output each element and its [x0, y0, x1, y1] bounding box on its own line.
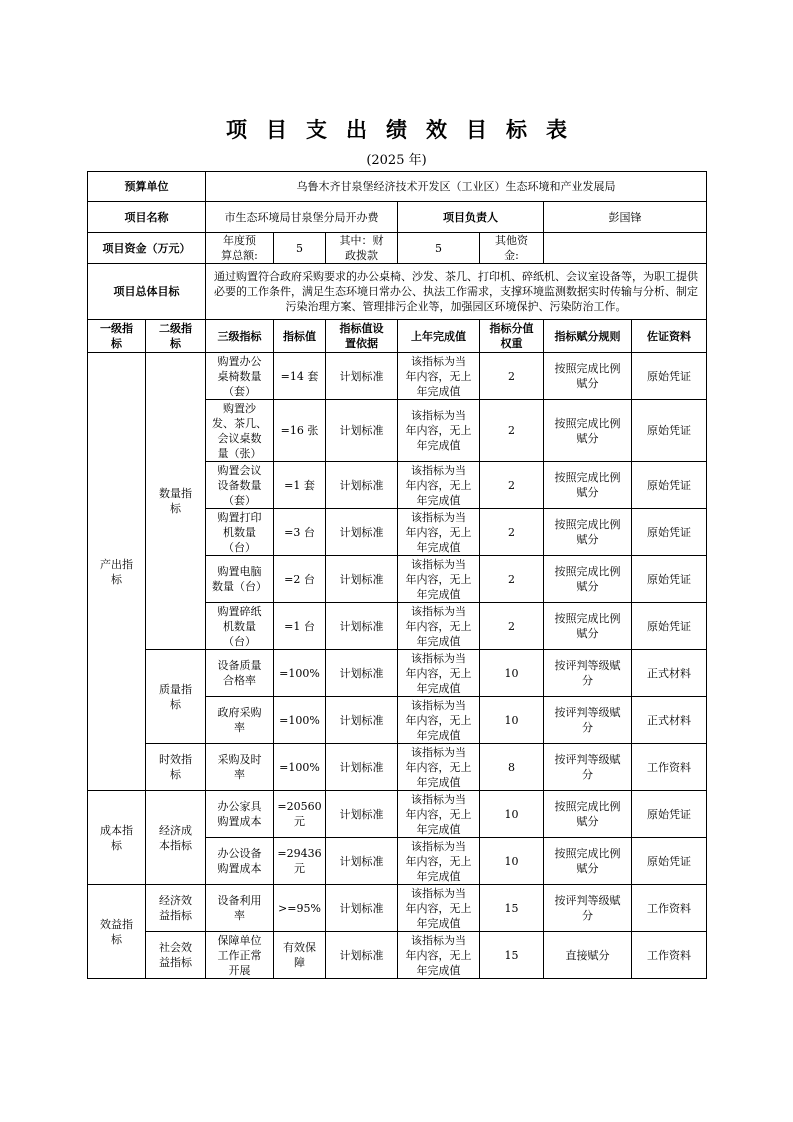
indicator-basis: 计划标准 — [326, 509, 398, 556]
annual-budget-label: 年度预 算总额: — [206, 233, 274, 264]
indicator-last-year: 该指标为当 年内容，无上 年完成值 — [398, 353, 480, 400]
indicator-name: 采购及时 率 — [206, 744, 274, 791]
funding-row — [88, 233, 707, 264]
other-funds-value — [544, 233, 707, 264]
indicator-value: =1 套 — [274, 462, 326, 509]
indicator-basis: 计划标准 — [326, 556, 398, 603]
indicator-value: >=95% — [274, 885, 326, 932]
indicator-rule: 按评判等级赋 分 — [544, 744, 632, 791]
indicator-name: 办公家具 购置成本 — [206, 791, 274, 838]
indicator-last-year: 该指标为当 年内容，无上 年完成值 — [398, 744, 480, 791]
indicator-basis: 计划标准 — [326, 650, 398, 697]
indicator-evidence: 原始凭证 — [632, 462, 707, 509]
indicator-name: 设备质量 合格率 — [206, 650, 274, 697]
indicator-value: =14 套 — [274, 353, 326, 400]
indicator-value: =1 台 — [274, 603, 326, 650]
annual-budget-value: 5 — [274, 233, 326, 264]
year-subtitle: (2025 年) — [366, 153, 427, 168]
indicator-value: =100% — [274, 744, 326, 791]
indicator-last-year: 该指标为当 年内容，无上 年完成值 — [398, 697, 480, 744]
indicator-basis: 计划标准 — [326, 932, 398, 979]
indicator-basis: 计划标准 — [326, 400, 398, 462]
table-row — [88, 744, 707, 791]
indicator-weight: 10 — [480, 838, 544, 885]
indicator-basis: 计划标准 — [326, 697, 398, 744]
indicator-rule: 按评判等级赋 分 — [544, 885, 632, 932]
group-social-benefit: 社会效 益指标 — [146, 932, 206, 979]
indicator-basis: 计划标准 — [326, 744, 398, 791]
indicator-basis: 计划标准 — [326, 353, 398, 400]
group-economic-cost: 经济成 本指标 — [146, 791, 206, 885]
group-economic-benefit: 经济效 益指标 — [146, 885, 206, 932]
project-name-row — [88, 202, 707, 233]
indicator-evidence: 原始凭证 — [632, 556, 707, 603]
budget-unit-value: 乌鲁木齐甘泉堡经济技术开发区（工业区）生态环境和产业发展局 — [206, 172, 707, 202]
indicator-basis: 计划标准 — [326, 885, 398, 932]
indicator-last-year: 该指标为当 年内容，无上 年完成值 — [398, 603, 480, 650]
budget-unit-label: 预算单位 — [88, 172, 206, 202]
group-quality: 质量指 标 — [146, 650, 206, 744]
fiscal-allocation-label: 其中：财 政拨款 — [326, 233, 398, 264]
indicator-basis: 计划标准 — [326, 791, 398, 838]
indicator-weight: 10 — [480, 697, 544, 744]
indicator-evidence: 原始凭证 — [632, 509, 707, 556]
indicator-value: 有效保 障 — [274, 932, 326, 979]
indicator-rule: 直接赋分 — [544, 932, 632, 979]
overall-goal-label: 项目总体目标 — [88, 264, 206, 320]
indicator-value: =20560 元 — [274, 791, 326, 838]
indicator-basis: 计划标准 — [326, 462, 398, 509]
indicator-value: =100% — [274, 697, 326, 744]
indicator-evidence: 原始凭证 — [632, 791, 707, 838]
indicator-weight: 2 — [480, 603, 544, 650]
overall-goal-text: 通过购置符合政府采购要求的办公桌椅、沙发、茶几、打印机、碎纸机、会议室设备等，为职工提供必要的工作条件，满足生态环境日常办公、执法工作需求，支撑环境监测数据实时传输与分析、制定污染治理方案、管理排污企业等，加强园区环境保护、污染防治工作。 — [206, 264, 707, 320]
indicator-weight: 10 — [480, 791, 544, 838]
header-rule: 指标赋分规则 — [544, 320, 632, 353]
header-basis: 指标值设 置依据 — [326, 320, 398, 353]
budget-unit-row — [88, 172, 707, 202]
table-row — [88, 932, 707, 979]
indicator-name: 购置电脑 数量（台） — [206, 556, 274, 603]
indicator-weight: 2 — [480, 400, 544, 462]
project-leader-label: 项目负责人 — [398, 202, 544, 233]
indicator-weight: 2 — [480, 509, 544, 556]
header-weight: 指标分值 权重 — [480, 320, 544, 353]
indicator-evidence: 工作资料 — [632, 744, 707, 791]
header-evidence: 佐证资料 — [632, 320, 707, 353]
indicator-last-year: 该指标为当 年内容，无上 年完成值 — [398, 791, 480, 838]
indicator-name: 购置打印 机数量 （台） — [206, 509, 274, 556]
indicator-last-year: 该指标为当 年内容，无上 年完成值 — [398, 400, 480, 462]
indicator-name: 设备利用 率 — [206, 885, 274, 932]
indicator-last-year: 该指标为当 年内容，无上 年完成值 — [398, 462, 480, 509]
table-row — [88, 791, 707, 838]
page-title: 项目支出绩效目标表 — [226, 117, 586, 142]
indicator-name: 购置会议 设备数量 （套） — [206, 462, 274, 509]
indicator-last-year: 该指标为当 年内容，无上 年完成值 — [398, 509, 480, 556]
indicator-value: =100% — [274, 650, 326, 697]
project-leader-value: 彭国锋 — [544, 202, 707, 233]
indicator-rule: 按照完成比例 赋分 — [544, 462, 632, 509]
indicator-weight: 2 — [480, 353, 544, 400]
indicator-rule: 按评判等级赋 分 — [544, 697, 632, 744]
indicator-value: =2 台 — [274, 556, 326, 603]
indicator-basis: 计划标准 — [326, 603, 398, 650]
overall-goal-row — [88, 264, 707, 320]
indicator-rule: 按照完成比例 赋分 — [544, 400, 632, 462]
indicator-name: 购置沙 发、茶几、 会议桌数 量（张） — [206, 400, 274, 462]
indicator-rule: 按照完成比例 赋分 — [544, 791, 632, 838]
group-output: 产出指 标 — [88, 353, 146, 791]
indicator-weight: 10 — [480, 650, 544, 697]
indicator-name: 购置办公 桌椅数量 （套） — [206, 353, 274, 400]
indicator-header-row — [88, 320, 707, 353]
table-row — [88, 650, 707, 697]
indicator-last-year: 该指标为当 年内容，无上 年完成值 — [398, 885, 480, 932]
indicator-name: 办公设备 购置成本 — [206, 838, 274, 885]
funding-label: 项目资金（万元） — [88, 233, 206, 264]
indicator-name: 政府采购 率 — [206, 697, 274, 744]
indicator-weight: 15 — [480, 932, 544, 979]
indicator-basis: 计划标准 — [326, 838, 398, 885]
indicator-evidence: 工作资料 — [632, 932, 707, 979]
performance-target-table — [87, 171, 707, 979]
indicator-weight: 2 — [480, 556, 544, 603]
indicator-evidence: 正式材料 — [632, 650, 707, 697]
project-name-label: 项目名称 — [88, 202, 206, 233]
header-value: 指标值 — [274, 320, 326, 353]
indicator-rule: 按照完成比例 赋分 — [544, 603, 632, 650]
indicator-evidence: 原始凭证 — [632, 838, 707, 885]
header-level2: 二级指 标 — [146, 320, 206, 353]
indicator-name: 购置碎纸 机数量 （台） — [206, 603, 274, 650]
indicator-rule: 按照完成比例 赋分 — [544, 556, 632, 603]
indicator-evidence: 原始凭证 — [632, 603, 707, 650]
indicator-weight: 15 — [480, 885, 544, 932]
indicator-weight: 8 — [480, 744, 544, 791]
table-row — [88, 885, 707, 932]
indicator-last-year: 该指标为当 年内容，无上 年完成值 — [398, 556, 480, 603]
indicator-evidence: 原始凭证 — [632, 353, 707, 400]
indicator-last-year: 该指标为当 年内容，无上 年完成值 — [398, 838, 480, 885]
header-level1: 一级指 标 — [88, 320, 146, 353]
group-benefit: 效益指 标 — [88, 885, 146, 979]
indicator-value: =3 台 — [274, 509, 326, 556]
indicator-value: =16 张 — [274, 400, 326, 462]
indicator-last-year: 该指标为当 年内容，无上 年完成值 — [398, 932, 480, 979]
header-last-year: 上年完成值 — [398, 320, 480, 353]
project-name-value: 市生态环境局甘泉堡分局开办费 — [206, 202, 398, 233]
fiscal-allocation-value: 5 — [398, 233, 480, 264]
group-cost: 成本指 标 — [88, 791, 146, 885]
indicator-evidence: 正式材料 — [632, 697, 707, 744]
table-row — [88, 353, 707, 400]
indicator-weight: 2 — [480, 462, 544, 509]
indicator-rule: 按评判等级赋 分 — [544, 650, 632, 697]
indicator-value: =29436 元 — [274, 838, 326, 885]
indicator-last-year: 该指标为当 年内容，无上 年完成值 — [398, 650, 480, 697]
indicator-rule: 按照完成比例 赋分 — [544, 509, 632, 556]
indicator-evidence: 工作资料 — [632, 885, 707, 932]
group-timeliness: 时效指 标 — [146, 744, 206, 791]
other-funds-label: 其他资 金: — [480, 233, 544, 264]
header-level3: 三级指标 — [206, 320, 274, 353]
indicator-rule: 按照完成比例 赋分 — [544, 353, 632, 400]
indicator-rule: 按照完成比例 赋分 — [544, 838, 632, 885]
indicator-name: 保障单位 工作正常 开展 — [206, 932, 274, 979]
group-quantity: 数量指 标 — [146, 353, 206, 650]
indicator-evidence: 原始凭证 — [632, 400, 707, 462]
